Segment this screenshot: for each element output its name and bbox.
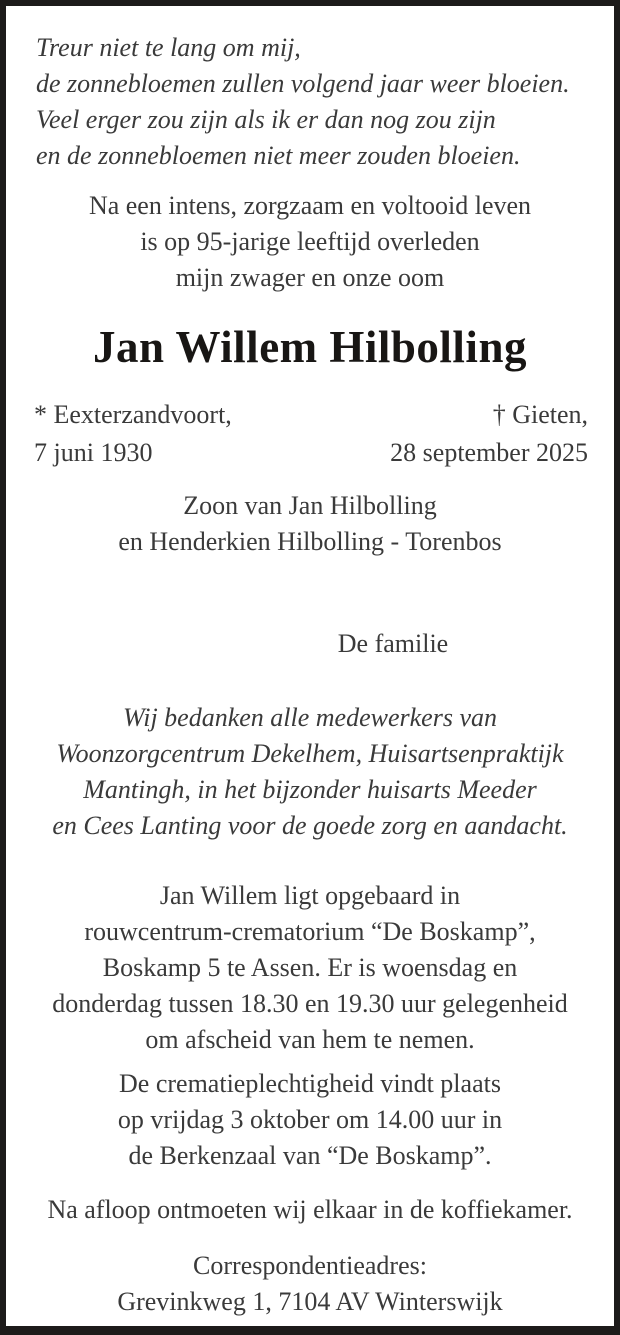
poem-line: Treur niet te lang om mij, (36, 33, 301, 62)
ceremony-line: De crematieplechtigheid vindt plaats (119, 1069, 501, 1098)
thanks-line: en Cees Lanting voor de goede zorg en aandacht. (52, 811, 568, 840)
poem-line: de zonnebloemen zullen volgend jaar weer bloeien. (36, 69, 570, 98)
birth-date: 7 juni 1930 (34, 438, 153, 467)
viewing-line: Jan Willem ligt opgebaard in (159, 881, 461, 910)
announcement-intro (26, 188, 594, 296)
parents-line: Zoon van Jan Hilbolling (183, 491, 437, 520)
viewing-line: Boskamp 5 te Assen. Er is woensdag en (102, 953, 518, 982)
thanks-line: Wij bedanken alle medewerkers van (123, 703, 497, 732)
death-place: † Gieten, (492, 400, 588, 429)
parents-line: en Henderkien Hilbolling - Torenbos (118, 527, 502, 556)
thanks-paragraph (26, 700, 594, 844)
viewing-line: rouwcentrum-crematorium “De Boskamp”, (84, 917, 536, 946)
correspondence-address: Grevinkweg 1, 7104 AV Winterswijk (117, 1287, 503, 1316)
reception-note (26, 1192, 594, 1228)
death-date: 28 september 2025 (390, 438, 588, 467)
memorial-poem (26, 30, 594, 174)
ceremony-paragraph (26, 1066, 594, 1174)
ceremony-line: de Berkenzaal van “De Boskamp”. (128, 1141, 492, 1170)
viewing-line: donderdag tussen 18.30 en 19.30 uur gelegenheid (52, 989, 568, 1018)
reception-line: Na afloop ontmoeten wij elkaar in de koffiekamer. (47, 1195, 573, 1224)
poem-line: en de zonnebloemen niet meer zouden bloeien. (36, 141, 521, 170)
death-info (390, 396, 588, 472)
deceased-name: Jan Willem Hilbolling (93, 322, 527, 372)
poem-line: Veel erger zou zijn als ik er dan nog zou zijn (36, 105, 496, 134)
viewing-paragraph (26, 878, 594, 1058)
thanks-line: Woonzorgcentrum Dekelhem, Huisartsenpraktijk (56, 739, 564, 768)
ceremony-line: op vrijdag 3 oktober om 14.00 uur in (117, 1105, 503, 1134)
intro-line: mijn zwager en onze oom (175, 263, 445, 292)
family-signature: De familie (337, 629, 449, 658)
family-signature-row (26, 626, 594, 662)
viewing-line: om afscheid van hem te nemen. (145, 1025, 475, 1054)
correspondence-label: Correspondentieadres: (193, 1251, 427, 1280)
correspondence-block (26, 1248, 594, 1320)
birth-place: * Eexterzandvoort, (34, 400, 232, 429)
intro-line: is op 95-jarige leeftijd overleden (140, 227, 480, 256)
birth-death-row (26, 396, 594, 472)
intro-line: Na een intens, zorgzaam en voltooid leven (88, 191, 532, 220)
parents-info (26, 488, 594, 560)
birth-info (34, 396, 232, 472)
thanks-line: Mantingh, in het bijzonder huisarts Meeder (83, 775, 537, 804)
